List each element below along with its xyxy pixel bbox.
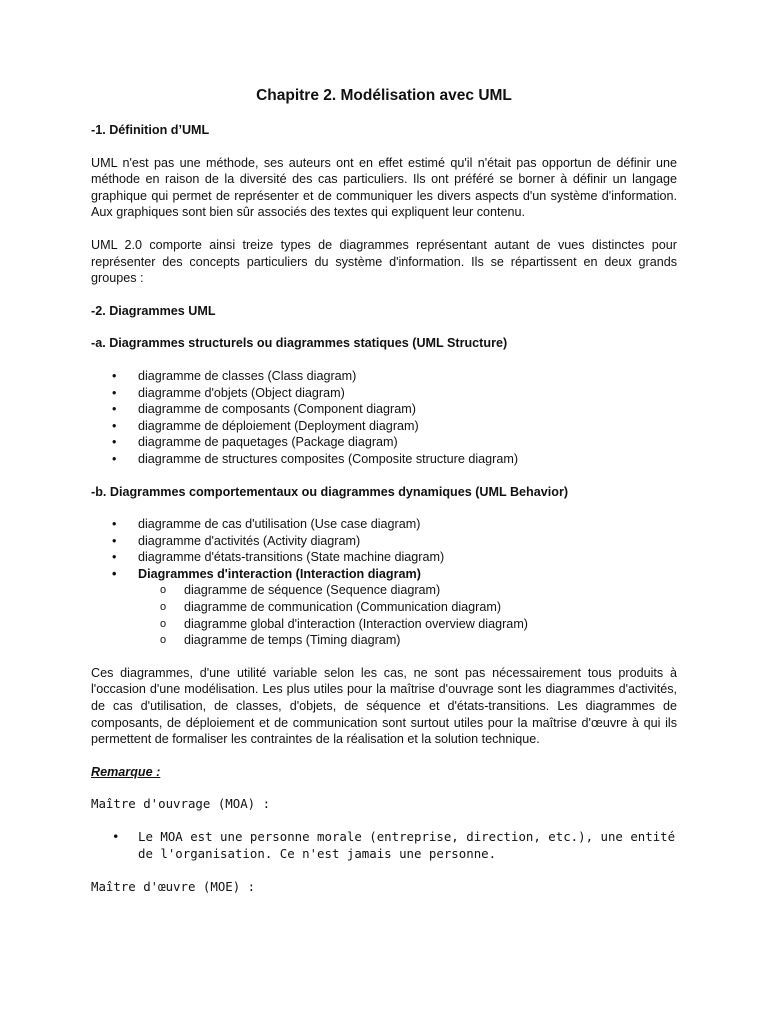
structural-diagram-list	[91, 368, 677, 468]
interaction-diagrams-label: Diagrammes d'interaction (Interaction diagram)	[138, 566, 421, 581]
sub-list-item: o diagramme de communication (Communication diagram)	[138, 599, 677, 616]
list-item: • diagramme de paquetages (Package diagram)	[91, 434, 677, 451]
behavioral-diagram-list	[91, 516, 677, 649]
list-item: • diagramme de déploiement (Deployment diagram)	[91, 418, 677, 435]
list-item: • diagramme de composants (Component diagram)	[91, 401, 677, 418]
interaction-diagrams-item	[91, 566, 677, 649]
remark-heading: Remarque :	[91, 764, 161, 779]
section-2a-heading: -a. Diagrammes structurels ou diagrammes statiques (UML Structure)	[91, 336, 508, 351]
list-item: • diagramme d'activités (Activity diagram)	[91, 533, 677, 550]
section-2-paragraph: Ces diagrammes, d'une utilité variable selon les cas, ne sont pas nécessairement tous produits à l'occasion d'une modélisation. Les plus utiles pour la maîtrise d'ouvrage sont les diagrammes d'activités, de cas d'utilisation, de classes, d'objets, de séquence et d'états-transitions. Les diagrammes de composants, de déploiement et de communication sont surtout utiles pour la maîtrise d'œuvre à qui ils permettent de formaliser les contraintes de la réalisation et la solution technique.	[91, 665, 677, 747]
list-item: • diagramme de classes (Class diagram)	[91, 368, 677, 385]
section-1-paragraph-1: UML n'est pas une méthode, ses auteurs ont en effet estimé qu'il n'était pas opportun de définir une méthode en raison de la diversité des cas particuliers. Ils ont préféré se borner à définir un langage graphique qui permet de représenter et de communiquer les divers aspects d'un système d'information. Aux graphiques sont bien sûr associés des textes qui expliquent leur contenu.	[91, 155, 677, 220]
section-1-paragraph-2: UML 2.0 comporte ainsi treize types de diagrammes représentant autant de vues distinctes pour représenter des concepts particuliers du système d'information. Ils se répartissent en deux grands groupes :	[91, 237, 677, 286]
list-item: • diagramme de cas d'utilisation (Use case diagram)	[91, 516, 677, 533]
list-item: • diagramme d'objets (Object diagram)	[91, 385, 677, 402]
section-2-heading: -2. Diagrammes UML	[91, 303, 216, 318]
sub-list-item: o diagramme de temps (Timing diagram)	[138, 632, 677, 649]
sub-list-item: o diagramme global d'interaction (Interaction overview diagram)	[138, 616, 677, 633]
section-1-heading: -1. Définition d’UML	[91, 123, 210, 137]
document-page	[91, 86, 677, 912]
interaction-diagram-sublist	[138, 582, 677, 648]
moa-list	[91, 829, 677, 863]
moa-label: Maître d'ouvrage (MOA) :	[91, 796, 271, 812]
list-item: • Le MOA est une personne morale (entreprise, direction, etc.), une entité de l'organisation. Ce n'est jamais une personne.	[91, 829, 677, 863]
sub-list-item: o diagramme de séquence (Sequence diagram)	[138, 582, 677, 599]
list-item: • diagramme d'états-transitions (State machine diagram)	[91, 549, 677, 566]
list-item: • diagramme de structures composites (Composite structure diagram)	[91, 451, 677, 468]
section-2b-heading: -b. Diagrammes comportementaux ou diagrammes dynamiques (UML Behavior)	[91, 484, 569, 499]
moe-label: Maître d'œuvre (MOE) :	[91, 878, 256, 894]
page-title: Chapitre 2. Modélisation avec UML	[256, 87, 512, 104]
